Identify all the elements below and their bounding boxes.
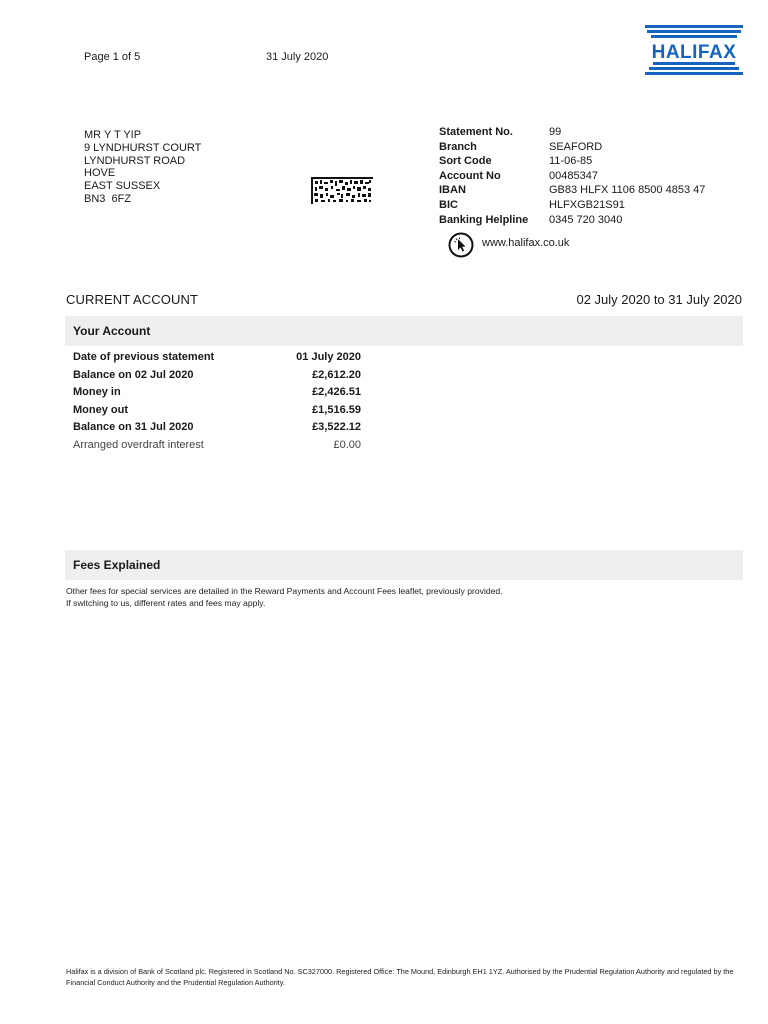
fees-text (66, 585, 503, 609)
address-line: LYNDHURST ROAD (84, 154, 186, 167)
detail-label: Branch (439, 140, 477, 153)
detail-value: HLFXGB21S91 (549, 198, 625, 211)
detail-row (439, 140, 705, 155)
detail-row (439, 198, 705, 213)
address-line: EAST SUSSEX (84, 180, 161, 193)
summary-row (73, 420, 361, 438)
address-line: 9 LYNDHURST COURT (84, 141, 202, 154)
summary-label: Money in (73, 386, 121, 399)
statement-date: 31 July 2020 (266, 51, 329, 63)
summary-value: £2,426.51 (312, 386, 361, 399)
detail-value: GB83 HLFX 1106 8500 4853 47 (549, 184, 706, 197)
detail-row (439, 169, 705, 184)
your-account-header (65, 316, 743, 346)
detail-label: BIC (439, 198, 458, 211)
detail-value: 99 (549, 126, 562, 138)
account-type-title: CURRENT ACCOUNT (66, 292, 198, 307)
detail-value: 0345 720 3040 (549, 213, 623, 226)
account-summary (73, 350, 361, 456)
website-link[interactable] (448, 232, 569, 258)
address-line: BN3 6FZ (84, 192, 132, 205)
detail-label: Sort Code (439, 155, 492, 168)
detail-label: IBAN (439, 184, 466, 197)
summary-value: £3,522.12 (312, 421, 361, 434)
customer-address (84, 129, 201, 206)
summary-value: £1,516.59 (312, 403, 361, 416)
page-number: Page 1 of 5 (84, 51, 141, 63)
summary-label: Money out (73, 403, 128, 416)
detail-row (439, 154, 705, 169)
account-details (439, 125, 705, 227)
svg-text:HALIFAX: HALIFAX (651, 42, 737, 63)
fees-explained-header (65, 550, 743, 580)
summary-value: £2,612.20 (312, 368, 361, 381)
detail-value: SEAFORD (549, 140, 603, 153)
cursor-click-icon (448, 232, 474, 258)
summary-label: Balance on 02 Jul 2020 (73, 368, 194, 381)
summary-row (73, 385, 361, 403)
datamatrix-barcode (311, 177, 373, 204)
summary-row (73, 350, 361, 368)
summary-label: Date of previous statement (73, 351, 215, 363)
summary-label: Balance on 31 Jul 2020 (73, 421, 194, 434)
summary-row (73, 438, 361, 456)
address-line: MR Y T YIP (84, 129, 142, 141)
fees-line: If switching to us, different rates and fees may apply. (66, 598, 266, 608)
statement-period: 02 July 2020 to 31 July 2020 (576, 292, 742, 307)
summary-row (73, 403, 361, 421)
legal-footer: Halifax is a division of Bank of Scotland plc. Registered in Scotland No. SC327000. Registered Office: The Mound, Edinburgh EH1 1YZ. Authorised by the Prudential Regulation Authority and regulated by the Financial Conduct Authority and the Prudential Regulation Authority. (66, 967, 734, 987)
summary-value: 01 July 2020 (296, 351, 361, 363)
detail-row (439, 125, 705, 140)
address-line: HOVE (84, 167, 116, 180)
detail-label: Statement No. (439, 126, 513, 138)
summary-row (73, 368, 361, 386)
section-title: Fees Explained (73, 558, 161, 572)
detail-value: 00485347 (549, 169, 598, 182)
detail-value: 11-06-85 (549, 155, 593, 168)
summary-label: Arranged overdraft interest (73, 438, 204, 451)
fees-line: Other fees for special services are detailed in the Reward Payments and Account Fees leaflet, previously provided. (66, 586, 503, 596)
summary-value: £0.00 (333, 438, 361, 451)
detail-label: Banking Helpline (439, 213, 529, 226)
section-title: Your Account (73, 324, 151, 338)
website-url[interactable]: www.halifax.co.uk (482, 237, 570, 249)
halifax-logo (643, 24, 745, 76)
detail-label: Account No (439, 169, 501, 182)
detail-row (439, 213, 705, 228)
detail-row (439, 183, 705, 198)
